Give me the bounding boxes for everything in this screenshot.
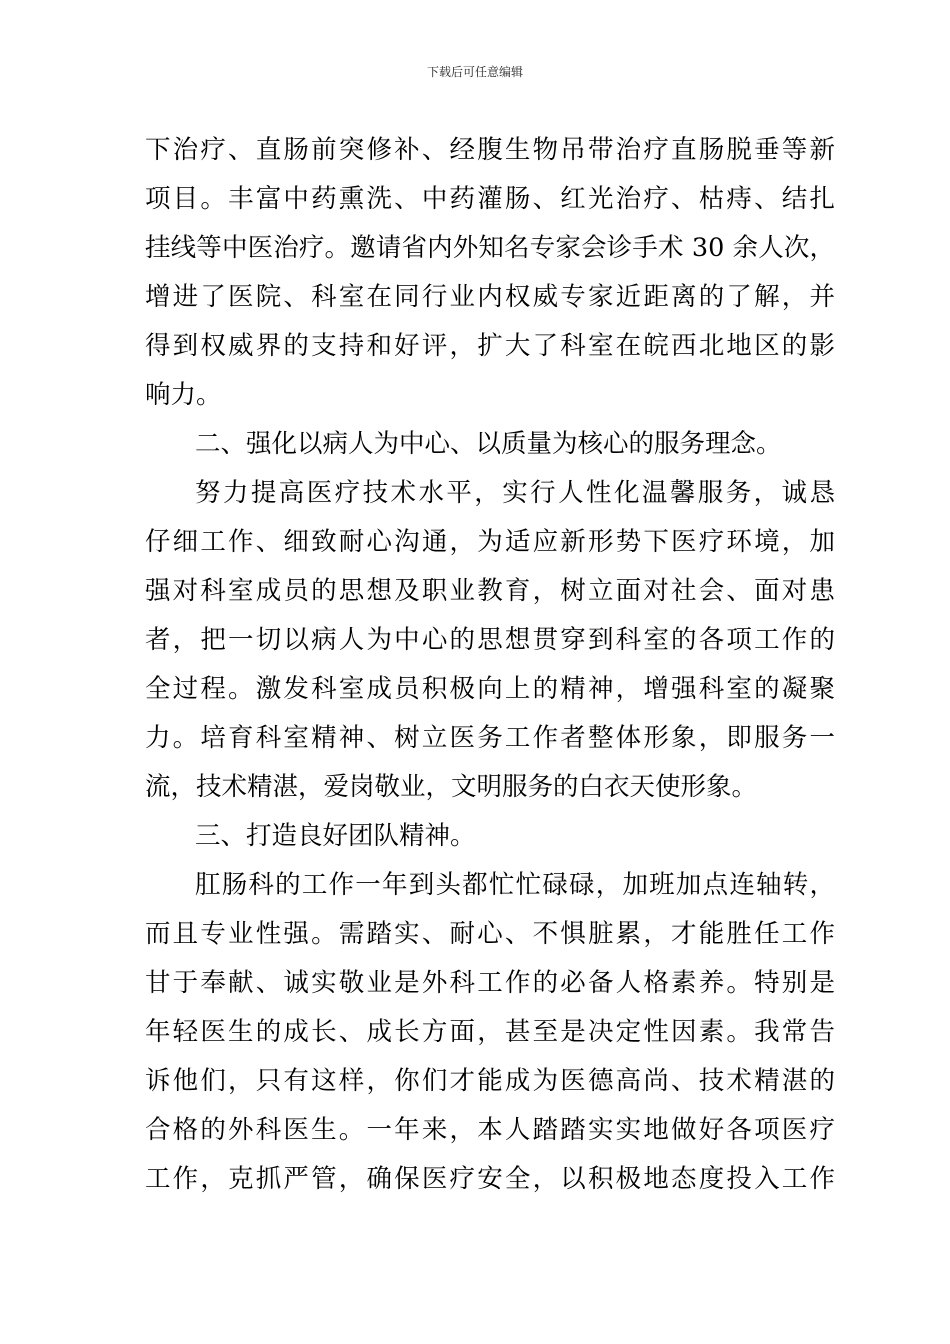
text-line: 而且专业性强。需踏实、耐心、不惧脏累，才能胜任工作 — [145, 919, 835, 949]
text-line: 挂线等中医治疗。邀请省内外知名专家会诊手术 30 余人次， — [145, 233, 835, 263]
text-line: 努力提高医疗技术水平，实行人性化温馨服务，诚恳 — [195, 478, 835, 508]
text-line: 合格的外科医生。一年来，本人踏踏实实地做好各项医疗 — [145, 1115, 835, 1145]
text-line: 增进了医院、科室在同行业内权威专家近距离的了解，并 — [145, 282, 835, 312]
text-line: 力。培育科室精神、树立医务工作者整体形象，即服务一 — [145, 723, 835, 753]
text-line: 三、打造良好团队精神。 — [195, 821, 476, 851]
text-line: 强对科室成员的思想及职业教育，树立面对社会、面对患 — [145, 576, 835, 606]
text-line: 工作，克抓严管，确保医疗安全，以积极地态度投入工作 — [145, 1164, 835, 1194]
text-line: 二、强化以病人为中心、以质量为核心的服务理念。 — [195, 429, 782, 459]
text-line: 仔细工作、细致耐心沟通，为适应新形势下医疗环境，加 — [145, 527, 835, 557]
text-line: 得到权威界的支持和好评，扩大了科室在皖西北地区的影 — [145, 331, 835, 361]
text-line: 者，把一切以病人为中心的思想贯穿到科室的各项工作的 — [145, 625, 835, 655]
text-line: 全过程。激发科室成员积极向上的精神，增强科室的凝聚 — [145, 674, 835, 704]
page-header: 下载后可任意编辑 — [426, 65, 523, 79]
text-line: 响力。 — [145, 380, 222, 410]
text-line: 流，技术精湛，爱岗敬业，文明服务的白衣天使形象。 — [145, 772, 758, 802]
text-line: 年轻医生的成长、成长方面，甚至是决定性因素。我常告 — [145, 1017, 835, 1047]
text-line: 项目。丰富中药熏洗、中药灌肠、红光治疗、枯痔、结扎 — [145, 184, 835, 214]
text-line: 下治疗、直肠前突修补、经腹生物吊带治疗直肠脱垂等新 — [145, 135, 835, 165]
text-line: 诉他们，只有这样，你们才能成为医德高尚、技术精湛的 — [145, 1066, 835, 1096]
text-line: 肛肠科的工作一年到头都忙忙碌碌，加班加点连轴转， — [195, 870, 835, 900]
text-line: 甘于奉献、诚实敬业是外科工作的必备人格素养。特别是 — [145, 968, 835, 998]
